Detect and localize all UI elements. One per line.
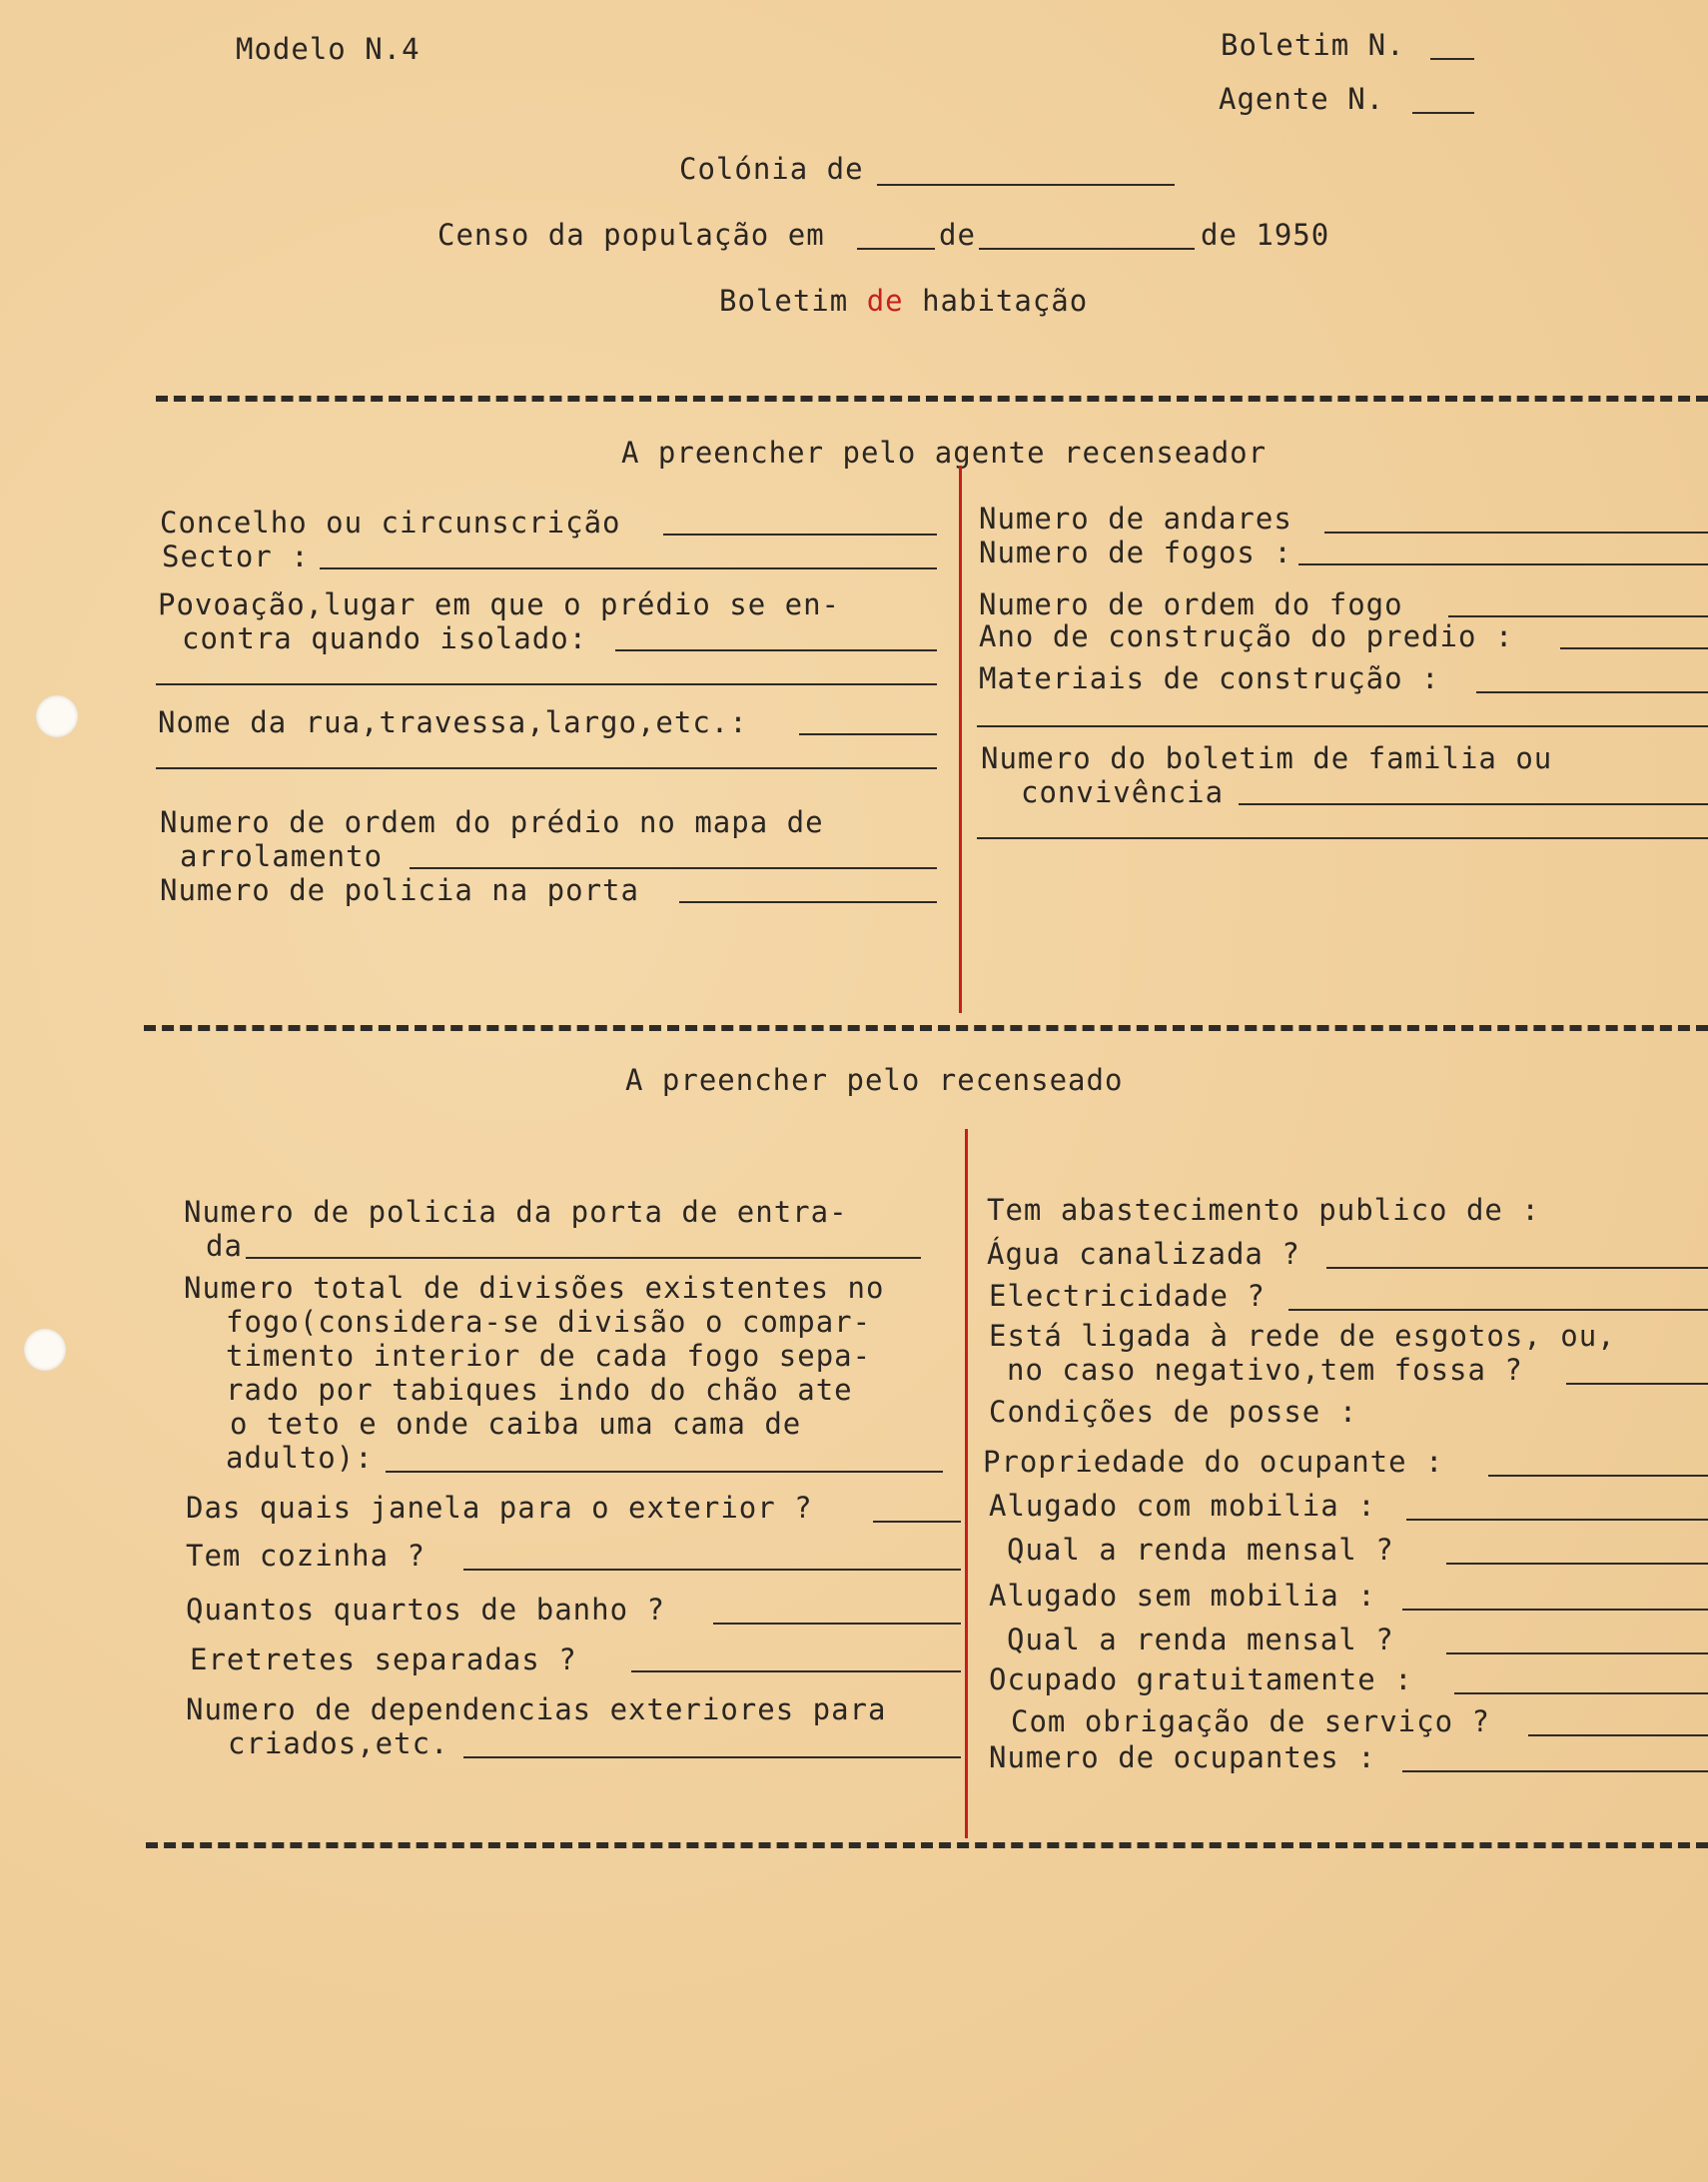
ano-label: Ano de construção do predio : — [979, 619, 1514, 653]
ordem-predio-field[interactable] — [410, 867, 937, 869]
gratuitamente-field[interactable] — [1454, 1692, 1708, 1694]
esgotos-label-1: Está ligada à rede de esgotos, ou, — [989, 1319, 1616, 1353]
boletim-familia-label-2: convivência — [1021, 775, 1225, 809]
rua-field-2[interactable] — [156, 767, 937, 769]
servico-label: Com obrigação de serviço ? — [1011, 1704, 1490, 1738]
divisoes-label-6: adulto): — [226, 1441, 374, 1475]
punch-hole-bottom — [24, 1329, 66, 1371]
ocupantes-label: Numero de ocupantes : — [989, 1740, 1376, 1774]
boletim-familia-label-1: Numero do boletim de familia ou — [981, 741, 1553, 775]
materiais-label: Materiais de construção : — [979, 661, 1440, 695]
punch-hole-top — [36, 695, 78, 737]
ano-field[interactable] — [1560, 647, 1708, 649]
model-number: Modelo N.4 — [236, 32, 421, 66]
sem-mobilia-label: Alugado sem mobilia : — [989, 1579, 1376, 1613]
divisoes-label-2: fogo(considera-se divisão o compar- — [226, 1305, 872, 1339]
sem-mobilia-field[interactable] — [1402, 1609, 1708, 1611]
divisoes-label-5: o teto e onde caiba uma cama de — [230, 1407, 802, 1441]
policia-porta-label: Numero de policia na porta — [160, 873, 639, 907]
agent-section-heading: A preencher pelo agente recenseador — [621, 436, 1268, 470]
agua-field[interactable] — [1326, 1267, 1708, 1269]
andares-field[interactable] — [1324, 532, 1708, 534]
electricidade-label: Electricidade ? — [989, 1279, 1266, 1313]
povoacao-field[interactable] — [615, 649, 937, 651]
bulletin-number-label: Boletim N. — [1221, 28, 1405, 62]
cozinha-label: Tem cozinha ? — [186, 1539, 426, 1573]
rua-field[interactable] — [799, 733, 937, 735]
cozinha-field[interactable] — [463, 1569, 961, 1571]
colony-field[interactable] — [877, 184, 1175, 186]
povoacao-label-1: Povoação,lugar em que o prédio se en- — [158, 587, 841, 621]
colony-label: Colónia de — [679, 152, 864, 186]
agua-label: Água canalizada ? — [987, 1237, 1300, 1271]
boletim-familia-field-2[interactable] — [977, 837, 1708, 839]
janela-field[interactable] — [873, 1521, 961, 1523]
dependencias-label-1: Numero de dependencias exteriores para — [186, 1692, 887, 1726]
retretes-field[interactable] — [631, 1670, 961, 1672]
divider-middle — [144, 1025, 1708, 1031]
ordem-fogo-field[interactable] — [1448, 615, 1708, 617]
renda-com-mobilia-field[interactable] — [1446, 1563, 1708, 1565]
divider-bottom — [146, 1842, 1708, 1848]
concelho-field[interactable] — [663, 534, 937, 536]
divisoes-label-4: rado por tabiques indo do chão ate — [226, 1373, 853, 1407]
povoacao-label-2: contra quando isolado: — [182, 621, 588, 655]
sector-field[interactable] — [320, 567, 937, 569]
concelho-label: Concelho ou circunscrição — [160, 506, 621, 540]
dependencias-field[interactable] — [463, 1756, 961, 1758]
povoacao-field-2[interactable] — [156, 683, 937, 685]
document-title: Boletim de habitação — [719, 284, 1089, 318]
abastecimento-label: Tem abastecimento publico de : — [987, 1193, 1540, 1227]
porta-entrada-field[interactable] — [246, 1257, 921, 1259]
rua-label: Nome da rua,travessa,largo,etc.: — [158, 705, 748, 739]
esgotos-field[interactable] — [1566, 1383, 1708, 1385]
agent-number-label: Agente N. — [1219, 82, 1385, 116]
boletim-familia-field[interactable] — [1239, 803, 1708, 805]
com-mobilia-field[interactable] — [1406, 1519, 1708, 1521]
divisoes-label-1: Numero total de divisões existentes no — [184, 1271, 885, 1305]
renda-com-mobilia-label: Qual a renda mensal ? — [1007, 1533, 1394, 1567]
ocupantes-field[interactable] — [1402, 1770, 1708, 1772]
renda-sem-mobilia-field[interactable] — [1446, 1652, 1708, 1654]
policia-porta-field[interactable] — [679, 901, 937, 903]
agent-section-divider — [959, 466, 962, 1013]
census-label-a: Censo da população em — [437, 218, 825, 252]
electricidade-field[interactable] — [1288, 1309, 1708, 1311]
servico-field[interactable] — [1528, 1734, 1708, 1736]
divisoes-field[interactable] — [386, 1471, 943, 1473]
sector-label: Sector : — [162, 540, 310, 573]
materiais-field-2[interactable] — [977, 725, 1708, 727]
renda-sem-mobilia-label: Qual a renda mensal ? — [1007, 1623, 1394, 1656]
banho-label: Quantos quartos de banho ? — [186, 1593, 665, 1627]
bulletin-number-field[interactable] — [1430, 58, 1474, 60]
com-mobilia-label: Alugado com mobilia : — [989, 1489, 1376, 1523]
propriedade-label: Propriedade do ocupante : — [983, 1445, 1444, 1479]
propriedade-field[interactable] — [1488, 1475, 1708, 1477]
retretes-label: Eretretes separadas ? — [190, 1642, 577, 1676]
fogos-field[interactable] — [1298, 563, 1708, 565]
banho-field[interactable] — [713, 1623, 961, 1625]
ordem-fogo-label: Numero de ordem do fogo — [979, 587, 1403, 621]
agent-number-field[interactable] — [1412, 112, 1474, 114]
porta-entrada-label-2: da — [206, 1229, 243, 1263]
ordem-predio-label-1: Numero de ordem do prédio no mapa de — [160, 805, 824, 839]
condicoes-posse-label: Condições de posse : — [989, 1395, 1358, 1429]
gratuitamente-label: Ocupado gratuitamente : — [989, 1662, 1413, 1696]
resident-section-heading: A preencher pelo recenseado — [625, 1063, 1124, 1097]
census-day-field[interactable] — [857, 248, 935, 250]
esgotos-label-2: no caso negativo,tem fossa ? — [1007, 1353, 1523, 1387]
fogos-label: Numero de fogos : — [979, 536, 1292, 569]
census-label-b: de 1950 — [1201, 218, 1330, 252]
andares-label: Numero de andares — [979, 502, 1292, 536]
divider-top — [156, 396, 1708, 402]
census-month-field[interactable] — [979, 248, 1195, 250]
janela-label: Das quais janela para o exterior ? — [186, 1491, 813, 1525]
divisoes-label-3: timento interior de cada fogo sepa- — [226, 1339, 872, 1373]
census-label-de: de — [939, 218, 976, 252]
resident-section-divider — [965, 1129, 968, 1838]
ordem-predio-label-2: arrolamento — [180, 839, 384, 873]
porta-entrada-label-1: Numero de policia da porta de entra- — [184, 1195, 848, 1229]
materiais-field[interactable] — [1476, 691, 1708, 693]
dependencias-label-2: criados,etc. — [228, 1726, 449, 1760]
